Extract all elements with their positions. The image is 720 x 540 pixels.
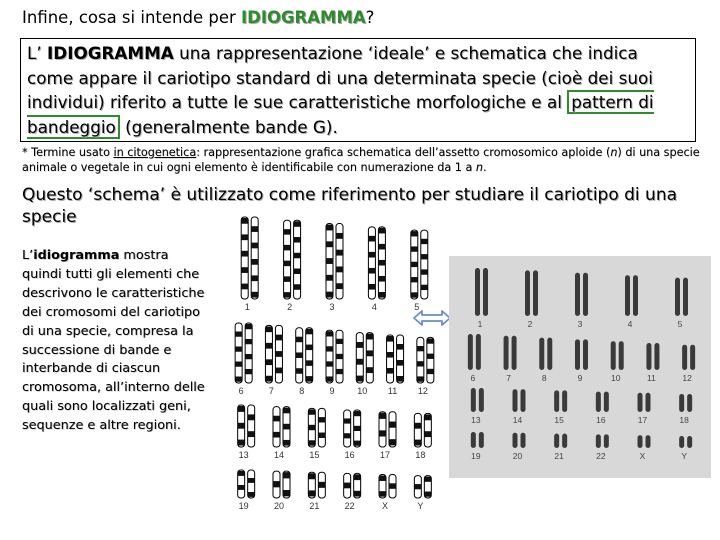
karyotype-label: 3 [577, 319, 583, 329]
idiogram-band [424, 431, 431, 437]
description-lead: L’ [22, 248, 34, 263]
karyotype-chromosome [468, 334, 473, 370]
idiogram-band [389, 483, 396, 488]
idiogram-band [354, 491, 361, 497]
idiogram-band [411, 231, 418, 236]
idiogram-band [294, 237, 301, 243]
idiogram-band [344, 483, 351, 489]
idiogram-label: 16 [344, 450, 355, 460]
idiogram-band [378, 260, 385, 266]
karyotype-label: 8 [541, 373, 547, 383]
idiogram-band [336, 354, 343, 359]
idiogram-band [284, 229, 291, 235]
idiogram-band [245, 369, 252, 374]
karyotype-label: 9 [577, 373, 583, 383]
idiogram-band [379, 430, 386, 436]
idiogram-band [424, 492, 431, 497]
idiogram-band [326, 376, 333, 381]
karyotype-label: 14 [512, 415, 523, 425]
idiogram-band [265, 376, 272, 382]
karyotype-chromosome [611, 341, 616, 370]
idiogram-band [368, 236, 375, 242]
idiogram-band [238, 406, 245, 412]
karyotype-chromosome [521, 389, 526, 412]
karyotype-label: 5 [677, 319, 683, 329]
idiogram-label: 21 [309, 501, 320, 511]
idiogram-chromosome [356, 333, 363, 383]
idiogram-band [238, 440, 245, 446]
karyotype-label: 16 [596, 415, 606, 425]
idiogram-band [251, 243, 258, 249]
idiogram-label: 8 [299, 386, 305, 396]
idiogram-band [241, 218, 248, 224]
idiogram-band [379, 413, 386, 419]
karyotype-label: 1 [477, 319, 483, 329]
idiogram-label: 15 [309, 450, 320, 460]
idiogram-band [414, 423, 421, 429]
description-text: mostra quindi tutti gli elementi che descrivono le caratteristiche dei cromosomi del cariotipo di una specie, compresa la successione di bande e interbande di ciascun cromosoma, all’interno delle quali sono localizzati geni, sequenze e altre regioni. [22, 248, 205, 434]
idiogram-band [326, 275, 333, 281]
karyotype-chromosome [554, 434, 559, 448]
idiogram-description [22, 247, 208, 436]
karyotype-label: 10 [610, 373, 621, 383]
idiogram-chromosome [248, 405, 255, 447]
karyotype-chromosome [638, 393, 643, 412]
idiogram-band [326, 331, 333, 336]
idiogram-band [356, 376, 363, 382]
idiogram-band [251, 292, 258, 298]
idiogram-band [294, 269, 301, 275]
idiogram-chromosome [387, 335, 394, 383]
idiogram-band [248, 478, 255, 483]
karyotype-chromosome [583, 273, 588, 316]
idiogram-chromosome [265, 325, 272, 383]
karyotype-chromosome [512, 336, 517, 370]
idiogram-label: 9 [329, 386, 335, 396]
idiogram-band [397, 360, 404, 366]
idiogram-label: 18 [415, 450, 426, 460]
idiogram-band [308, 490, 315, 496]
idiogram-band [336, 250, 343, 256]
idiogram-label: 17 [379, 450, 391, 460]
idiogram-band [241, 234, 248, 240]
karyotype-label: 12 [682, 373, 692, 383]
double-arrow-icon [412, 308, 452, 328]
idiogram-band [424, 414, 431, 420]
idiogram-band [248, 414, 255, 420]
title-suffix: ? [365, 8, 375, 27]
idiogram-band [326, 361, 333, 366]
idiogram-band [366, 334, 373, 340]
karyotype-chromosome [683, 278, 688, 316]
idiogram-band [326, 225, 333, 231]
idiogram-label: 12 [417, 386, 428, 396]
idiogram-band [368, 252, 375, 258]
idiogram-label: 22 [344, 501, 355, 511]
idiogram-band [235, 362, 242, 367]
karyotype-chromosome [583, 339, 588, 370]
karyotype-chromosome [675, 278, 680, 316]
karyotype-chromosome [575, 339, 580, 370]
footnote-text3: . [482, 161, 487, 174]
idiogram-band [283, 440, 290, 446]
idiogram-band [411, 292, 418, 297]
idiogram-band [251, 259, 258, 265]
definition-keyword: IDIOGRAMMA [47, 43, 174, 63]
idiogram-band [306, 345, 313, 351]
karyotype-label: 17 [637, 415, 648, 425]
idiogram-label: 4 [371, 302, 377, 312]
karyotype-chromosome [638, 435, 643, 448]
idiogram-label: 3 [329, 302, 335, 312]
idiogram-band [283, 408, 290, 414]
idiogram-label: 6 [238, 386, 244, 396]
idiogram-band [238, 423, 245, 429]
karyotype-chromosome [475, 268, 480, 316]
idiogram-band [238, 485, 245, 490]
idiogram-band [318, 417, 325, 422]
title-keyword: IDIOGRAMMA [241, 8, 366, 27]
idiogram-band [417, 346, 424, 351]
karyotype-chromosome [604, 392, 609, 412]
idiogram-band [336, 233, 343, 239]
footnote [22, 145, 702, 175]
idiogram-band [275, 335, 282, 341]
idiogram-band [326, 292, 333, 298]
idiogram-band [308, 409, 315, 414]
karyotype-chromosome [562, 434, 567, 448]
karyotype-chromosome [547, 338, 552, 370]
karyotype-label: 4 [627, 319, 633, 329]
idiogram-band [248, 492, 255, 497]
karyotype-chromosome [604, 434, 609, 448]
karyotype-label: 2 [527, 319, 533, 329]
karyotype-chromosome [483, 268, 488, 316]
idiogram-chromosome [417, 337, 424, 383]
idiogram-band [245, 339, 252, 344]
karyotype-chromosome [654, 343, 659, 370]
idiogram-band [378, 276, 385, 282]
karyotype-chromosome [596, 434, 601, 448]
idiogram-band [273, 481, 280, 487]
karyotype-label: 15 [554, 415, 564, 425]
idiogram-band [354, 474, 361, 480]
karyotype-chromosome [479, 388, 484, 412]
idiogram-band [251, 226, 258, 232]
definition-text: una rappresentazione ‘ideale’ e schematica che indica come appare il cariotipo standard di una determinata specie (cioè dei suoi individui) riferito a tutte le sue caratteristiche morfologiche e al [27, 43, 653, 112]
idiogram-band [296, 352, 303, 358]
idiogram-chromosome [344, 410, 351, 447]
idiogram-band [397, 344, 404, 350]
karyotype-chromosome [525, 270, 530, 316]
karyotype-photo [449, 256, 711, 478]
idiogram-band [241, 267, 248, 273]
karyotype-label: 19 [471, 451, 481, 461]
idiogram-band [238, 471, 245, 476]
idiogram-label: 14 [273, 450, 285, 460]
karyotype-chromosome [479, 432, 484, 448]
idiogram-band [235, 377, 242, 382]
karyotype-label: Y [681, 451, 688, 461]
karyotype-chromosome [682, 345, 687, 370]
idiogram-band [368, 268, 375, 274]
idiogram-band [421, 239, 428, 244]
idiogram-band [414, 440, 421, 446]
karyotype-chromosome [625, 275, 630, 316]
karyotype-label: X [639, 451, 646, 461]
karyotype-label: 6 [470, 373, 476, 383]
idiogram-band [427, 338, 434, 343]
idiogram-band [411, 262, 418, 267]
idiogram-band [235, 332, 242, 337]
karyotype-chromosome [471, 432, 476, 448]
idiogram-chromosome [273, 407, 280, 447]
idiogram-band [366, 367, 373, 373]
idiogram-band [326, 346, 333, 351]
idiogram-band [284, 292, 291, 298]
karyotype-chromosome [521, 433, 526, 448]
idiogram-label: 11 [387, 386, 398, 396]
karyotype-label: 20 [512, 451, 523, 461]
idiogram-band [284, 261, 291, 267]
title-prefix: Infine, cosa si intende per [22, 8, 242, 27]
idiogram-figure [218, 205, 438, 535]
idiogram-chromosome [427, 337, 434, 383]
karyotype-chromosome [687, 436, 692, 448]
idiogram-band [306, 376, 313, 382]
idiogram-band [336, 369, 343, 374]
karyotype-chromosome [476, 334, 481, 370]
idiogram-band [356, 342, 363, 348]
karyotype-label: 21 [554, 451, 564, 461]
idiogram-band [421, 269, 428, 274]
karyotype-chromosome [554, 390, 559, 412]
idiogram-band [354, 441, 361, 446]
karyotype-chromosome [687, 394, 692, 412]
idiogram-band [245, 354, 252, 359]
karyotype-chromosome [633, 275, 638, 316]
idiogram-band [273, 416, 280, 422]
idiogram-band [344, 433, 351, 438]
idiogram-band [378, 228, 385, 234]
karyotype-chromosome [562, 390, 567, 412]
idiogram-band [283, 490, 290, 496]
idiogram-chromosome [306, 328, 313, 383]
idiogram-band [411, 277, 418, 282]
karyotype-chromosome [619, 341, 624, 370]
karyotype-chromosome [679, 436, 684, 448]
karyotype-label: 13 [471, 415, 481, 425]
idiogram-band [379, 491, 386, 496]
karyotype-chromosome [504, 336, 509, 370]
karyotype-chromosome [513, 433, 518, 448]
slide-title [22, 8, 374, 27]
karyotype-chromosome [690, 345, 695, 370]
idiogram-band [251, 275, 258, 281]
karyotype-label: 7 [506, 373, 511, 383]
karyotype-label: 18 [679, 415, 689, 425]
idiogram-band [275, 368, 282, 374]
idiogram-chromosome [318, 408, 325, 447]
idiogram-band [414, 484, 421, 489]
idiogram-band [265, 343, 272, 349]
idiogram-band [344, 418, 351, 423]
idiogram-band [318, 482, 325, 488]
idiogram-band [387, 368, 394, 374]
idiogram-label: 5 [414, 302, 420, 312]
description-keyword: idiogramma [33, 248, 120, 263]
karyotype-chromosome [646, 343, 651, 370]
idiogram-label: X [381, 501, 389, 511]
karyotype-label: 11 [647, 373, 656, 383]
idiogram-chromosome [326, 330, 333, 383]
idiogram-band [283, 424, 290, 430]
idiogram-label: 13 [238, 450, 249, 460]
karyotype-chromosome [533, 270, 538, 316]
definition-lead: L’ [27, 43, 48, 63]
idiogram-band [379, 475, 386, 480]
idiogram-band [427, 369, 434, 374]
footnote-link: in citogenetica [113, 146, 197, 159]
idiogram-band [354, 411, 361, 416]
idiogram-band [411, 246, 418, 251]
idiogram-band [308, 473, 315, 479]
idiogram-band [387, 336, 394, 342]
definition-tail: (generalmente bande G). [119, 116, 338, 137]
footnote-text1: : rappresentazione grafica schematica dell’assetto cromosomico aploide ( [196, 146, 611, 159]
karyotype-chromosome [679, 394, 684, 412]
karyotype-chromosome [575, 273, 580, 316]
idiogram-band [366, 350, 373, 356]
idiogram-band [265, 326, 272, 332]
idiogram-band [326, 241, 333, 247]
idiogram-band [354, 426, 361, 431]
idiogram-band [378, 244, 385, 250]
footnote-n2: n [475, 161, 483, 174]
definition-highlight: pattern di bandeggio [27, 92, 654, 137]
idiogram-band [294, 221, 301, 227]
idiogram-label: 19 [238, 501, 249, 511]
idiogram-band [283, 472, 290, 478]
idiogram-band [326, 258, 333, 264]
karyotype-chromosome [596, 392, 601, 412]
idiogram-band [336, 339, 343, 344]
idiogram-band [275, 351, 282, 357]
idiogram-label: Y [417, 501, 424, 511]
idiogram-band [387, 352, 394, 358]
idiogram-label: 2 [287, 302, 293, 312]
idiogram-band [284, 245, 291, 251]
idiogram-band [308, 440, 315, 445]
karyotype-chromosome [471, 388, 476, 412]
idiogram-band [235, 347, 242, 352]
idiogram-band [306, 360, 313, 366]
footnote-n1: n [610, 146, 618, 159]
idiogram-band [336, 266, 343, 272]
idiogram-band [318, 433, 325, 438]
karyotype-chromosome [646, 393, 651, 412]
idiogram-label: 1 [244, 302, 250, 312]
idiogram-label: 20 [273, 501, 285, 511]
idiogram-label: 7 [268, 386, 274, 396]
idiogram-band [424, 477, 431, 482]
idiogram-band [248, 431, 255, 437]
idiogram-band [417, 376, 424, 381]
idiogram-band [397, 376, 404, 382]
idiogram-band [368, 284, 375, 290]
idiogram-band [241, 284, 248, 290]
idiogram-band [294, 253, 301, 259]
definition-box [20, 38, 696, 142]
idiogram-band [296, 368, 303, 374]
idiogram-band [336, 283, 343, 289]
idiogram-band [421, 254, 428, 259]
idiogram-band [356, 359, 363, 365]
idiogram-label: 10 [357, 386, 368, 396]
idiogram-band [245, 324, 252, 329]
idiogram-band [241, 251, 248, 257]
idiogram-band [284, 276, 291, 282]
idiogram-band [308, 425, 315, 430]
idiogram-band [427, 354, 434, 359]
idiogram-chromosome [397, 335, 404, 383]
karyotype-chromosome [513, 389, 518, 412]
karyotype-chromosome [539, 338, 544, 370]
idiogram-band [389, 439, 396, 445]
karyotype-label: 22 [596, 451, 606, 461]
idiogram-band [296, 337, 303, 343]
idiogram-band [273, 432, 280, 438]
idiogram-band [265, 359, 272, 365]
karyotype-chromosome [646, 435, 651, 448]
idiogram-band [378, 292, 385, 298]
idiogram-chromosome [366, 333, 373, 383]
idiogram-band [294, 284, 301, 290]
footnote-star: * Termine usato [22, 146, 114, 159]
idiogram-band [417, 361, 424, 366]
idiogram-band [389, 422, 396, 428]
idiogram-band [421, 285, 428, 290]
footnote-text2: ) di una specie animale o vegetale in cui ogni elemento è identificabile con numerazione da 1 a [22, 146, 700, 174]
usage-statement: Questo ‘schema’ è utilizzato come riferimento per studiare il cariotipo di una specie [22, 185, 678, 227]
idiogram-band [306, 329, 313, 335]
